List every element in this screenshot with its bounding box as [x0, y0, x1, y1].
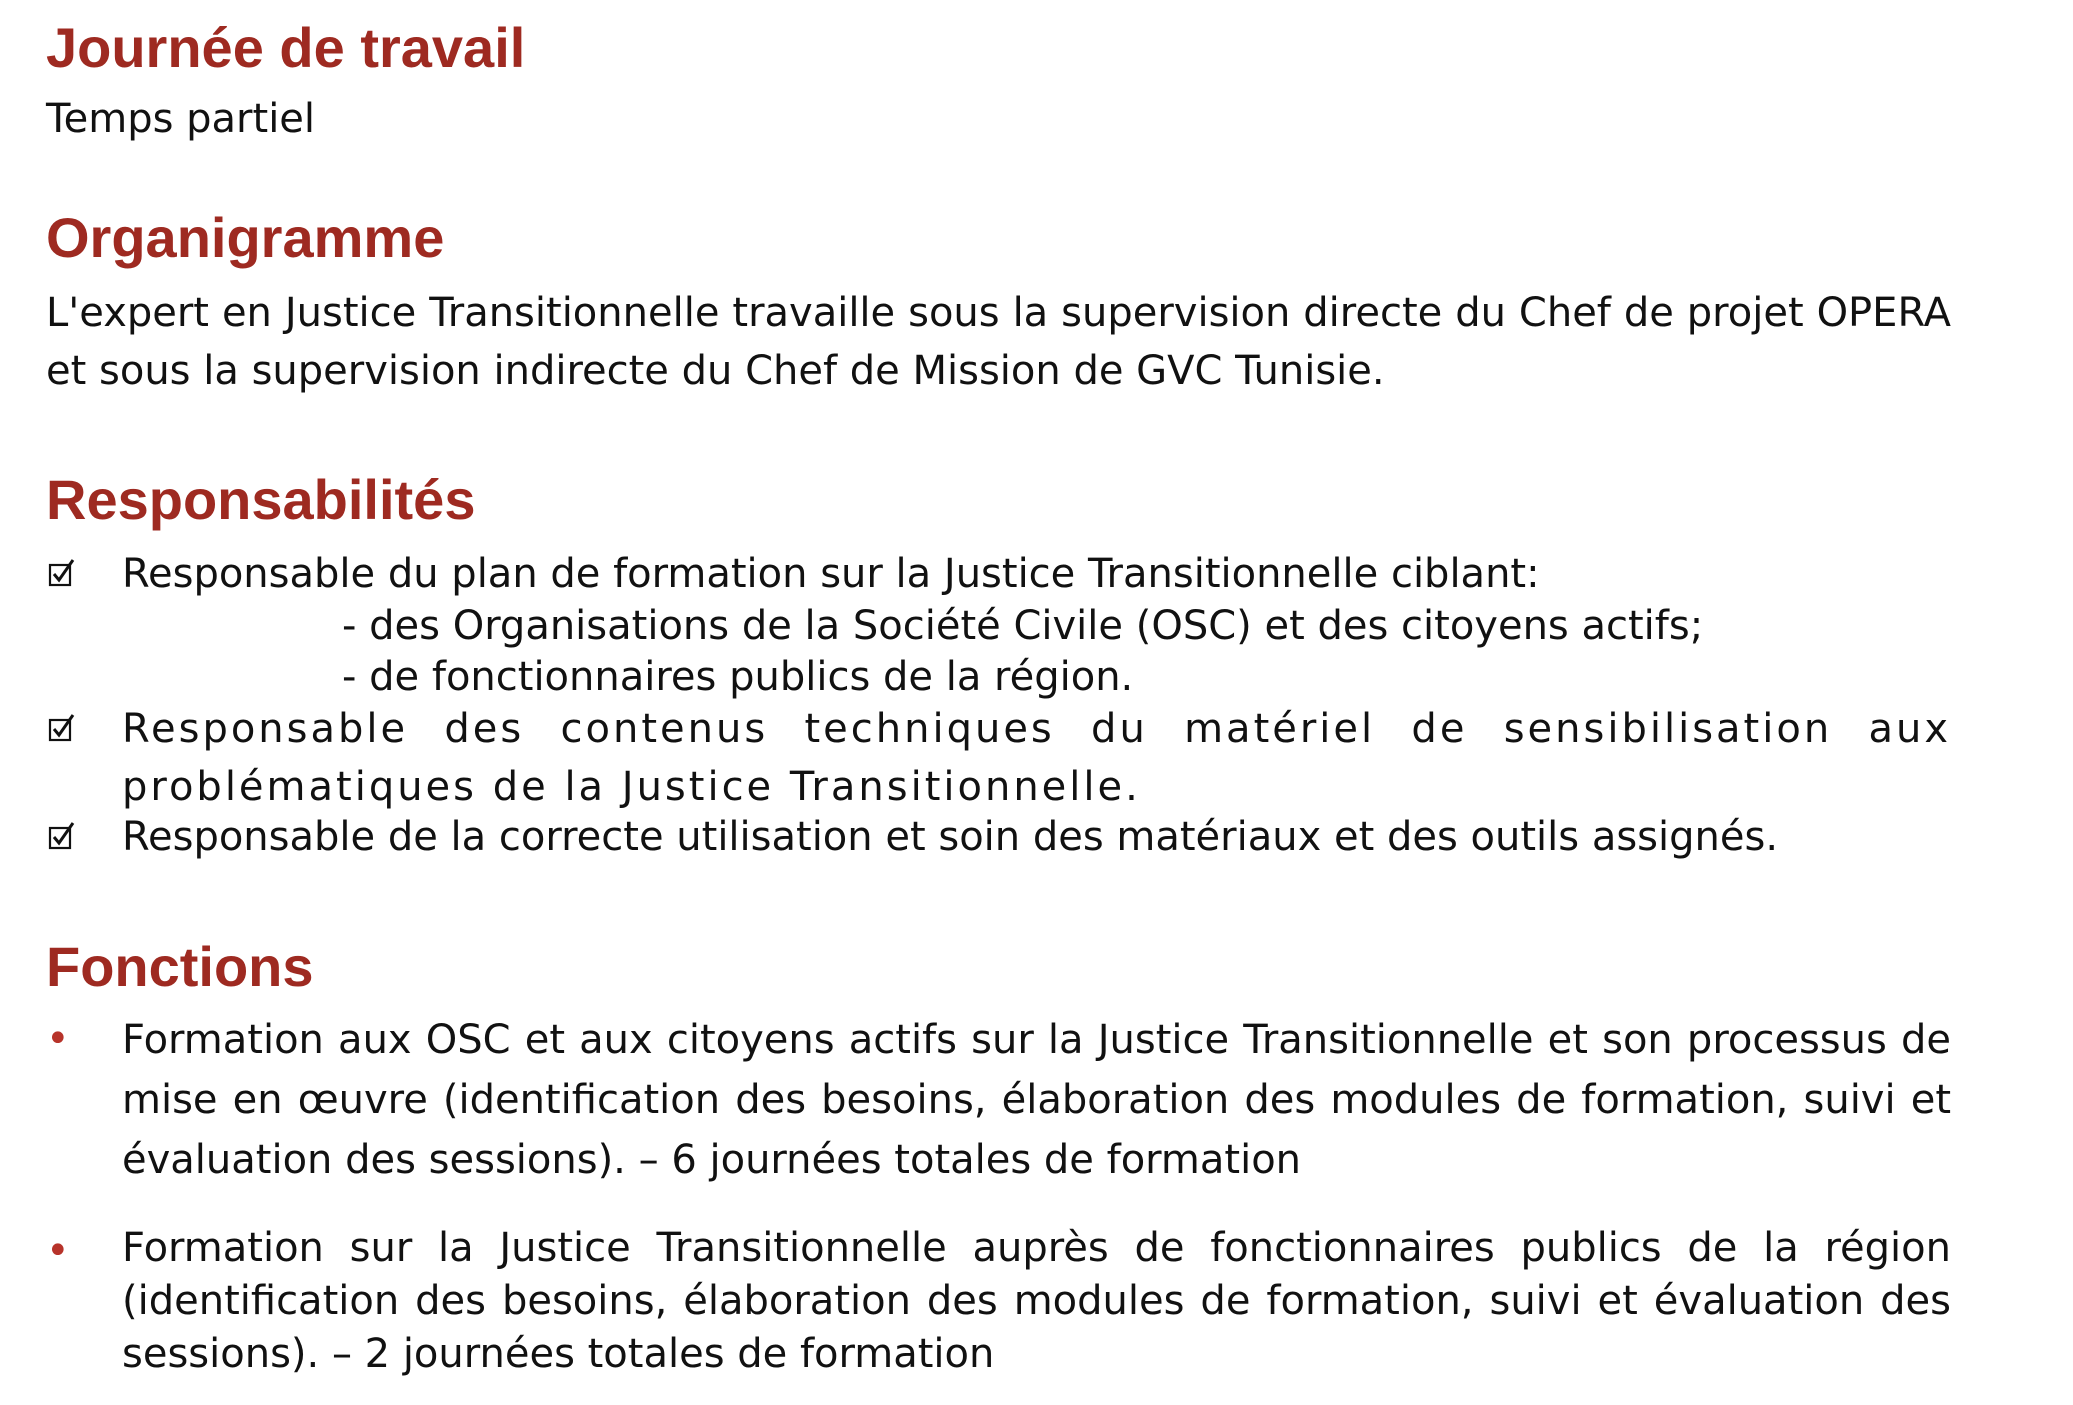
function-text: Formation aux OSC et aux citoyens actifs sur la Justice Transitionnelle et son processus de mise en œuvre (identification des besoins, élaboration des modules de formation, suivi et évaluation des sessions). – 6 journées totales de formation [122, 1017, 1951, 1183]
work-day-heading: Journée de travail [46, 16, 526, 79]
org-chart-heading: Organigramme [46, 206, 445, 269]
checked-checkbox-icon [46, 808, 86, 866]
org-chart-text: L'expert en Justice Transitionnelle travaille sous la supervision directe du Chef de projet OPERA et sous la supervision indirecte du Chef de Mission de GVC Tunisie. [46, 290, 1951, 394]
function-text: Formation sur la Justice Transitionnelle auprès de fonctionnaires publics de la région (identification des besoins, élaboration des modules de formation, suivi et évaluation des sessions). – 2 journées totales de formation [122, 1225, 1951, 1377]
bullet-icon: • [46, 1228, 70, 1274]
responsibility-text: Responsable de la correcte utilisation et soin des matériaux et des outils assignés. [122, 814, 1779, 860]
checked-checkbox-icon [46, 545, 86, 603]
work-day-text: Temps partiel [46, 96, 316, 142]
bullet-icon: • [46, 1016, 70, 1062]
checked-checkbox-icon [46, 700, 86, 758]
responsibility-text: Responsable des contenus techniques du matériel de sensibilisation aux problématiques de la Justice Transitionnelle. [122, 706, 1951, 810]
responsibility-subline: - de fonctionnaires publics de la région. [342, 654, 1134, 700]
responsibilities-heading: Responsabilités [46, 468, 476, 531]
responsibility-text: Responsable du plan de formation sur la Justice Transitionnelle ciblant: [122, 551, 1540, 597]
functions-heading: Fonctions [46, 935, 314, 998]
responsibility-subline: - des Organisations de la Société Civile (OSC) et des citoyens actifs; [342, 603, 1704, 649]
